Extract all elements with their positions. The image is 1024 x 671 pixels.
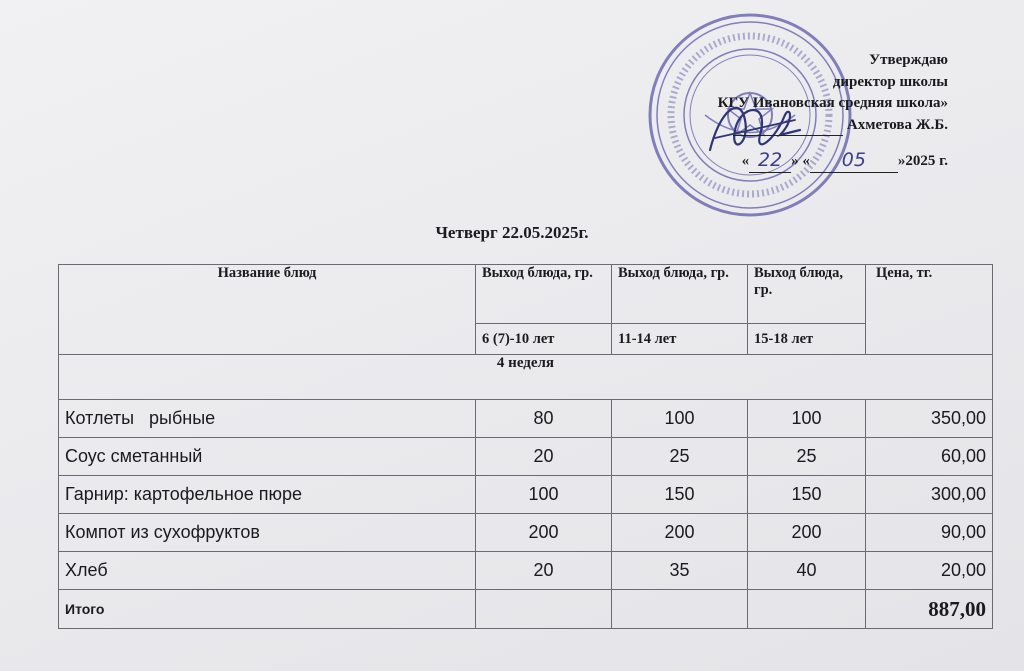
header-yield-2: Выход блюда, гр.	[612, 265, 748, 324]
yield-3: 200	[748, 514, 866, 552]
dish-name: Хлеб	[59, 552, 476, 590]
yield-3: 25	[748, 438, 866, 476]
dish-price: 350,00	[866, 400, 993, 438]
yield-1: 200	[476, 514, 612, 552]
approval-position: директор школы	[832, 73, 948, 90]
yield-2: 25	[612, 438, 748, 476]
table-row	[59, 552, 993, 590]
total-empty-cell	[748, 590, 866, 629]
table-row	[59, 400, 993, 438]
page-title: Четверг 22.05.2025г.	[435, 223, 589, 242]
header-yield-1: Выход блюда, гр.	[476, 265, 612, 324]
menu-table	[58, 264, 993, 629]
header-price: Цена, тг.	[866, 265, 993, 355]
dish-price: 20,00	[866, 552, 993, 590]
yield-1: 20	[476, 438, 612, 476]
header-dish-name: Название блюд	[59, 265, 476, 355]
table-row	[59, 514, 993, 552]
age-group-1: 6 (7)-10 лет	[476, 324, 612, 355]
yield-3: 40	[748, 552, 866, 590]
week-row	[59, 355, 993, 400]
approval-date	[588, 150, 948, 173]
age-group-3: 15-18 лет	[748, 324, 866, 355]
total-sum: 887,00	[866, 590, 993, 629]
yield-2: 200	[612, 514, 748, 552]
dish-name: Соус сметанный	[59, 438, 476, 476]
dish-price: 90,00	[866, 514, 993, 552]
yield-2: 150	[612, 476, 748, 514]
total-row	[59, 590, 993, 629]
approval-organization: КГУ Ивановская средняя школа»	[717, 95, 948, 111]
yield-1: 80	[476, 400, 612, 438]
total-label: Итого	[59, 590, 476, 629]
date-quote: «	[741, 153, 750, 169]
total-empty-cell	[476, 590, 612, 629]
header-yield-3: Выход блюда, гр.	[748, 265, 866, 324]
signature-blank	[733, 135, 843, 136]
approval-signer: Ахметова Ж.Б.	[846, 116, 948, 133]
dish-name: Котлеты рыбные	[59, 400, 476, 438]
dish-price: 300,00	[866, 476, 993, 514]
yield-2: 35	[612, 552, 748, 590]
approval-signer-line	[588, 115, 948, 137]
approval-title: Утверждаю	[869, 52, 948, 68]
date-day: 22	[749, 150, 791, 173]
week-label: 4 неделя	[59, 355, 993, 400]
yield-1: 20	[476, 552, 612, 590]
table-header-row	[59, 265, 993, 324]
yield-1: 100	[476, 476, 612, 514]
approval-block	[588, 50, 948, 173]
age-group-2: 11-14 лет	[612, 324, 748, 355]
dish-name: Компот из сухофруктов	[59, 514, 476, 552]
yield-3: 150	[748, 476, 866, 514]
dish-price: 60,00	[866, 438, 993, 476]
table-row	[59, 438, 993, 476]
yield-3: 100	[748, 400, 866, 438]
table-row	[59, 476, 993, 514]
date-quote: «	[802, 153, 810, 169]
date-year: »2025 г.	[897, 153, 948, 169]
date-month: 05	[810, 150, 898, 173]
yield-2: 100	[612, 400, 748, 438]
date-quote: »	[791, 153, 799, 169]
total-empty-cell	[612, 590, 748, 629]
dish-name: Гарнир: картофельное пюре	[59, 476, 476, 514]
